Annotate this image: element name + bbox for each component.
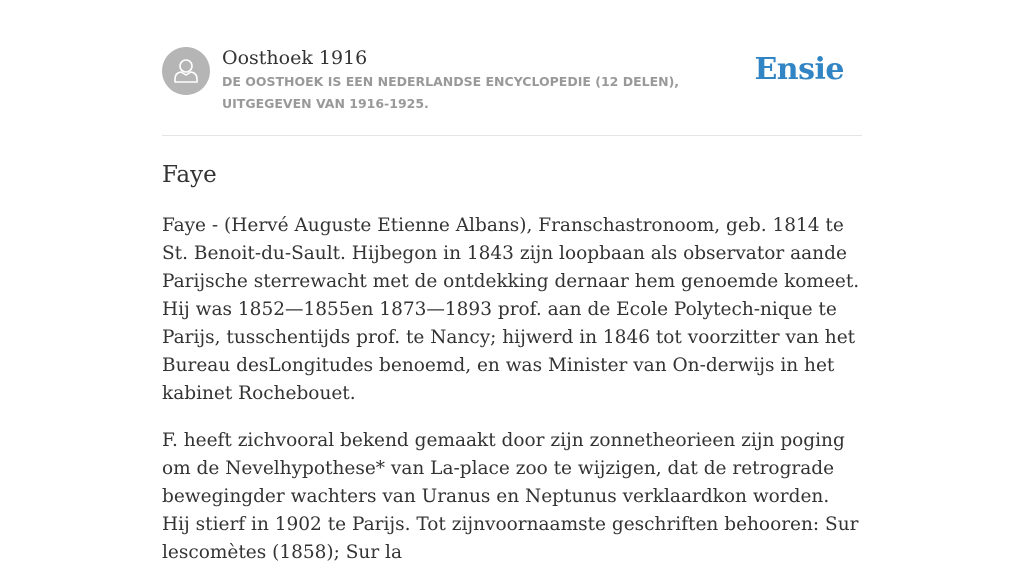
- source-title[interactable]: Oosthoek 1916: [222, 47, 368, 69]
- avatar[interactable]: [162, 47, 210, 95]
- source-info: [222, 45, 762, 115]
- user-icon: [162, 47, 210, 95]
- source-header: [162, 0, 862, 136]
- article-paragraph: F. heeft zichvooral bekend gemaakt door zijn zonnetheorieen zijn poging om de Nevelhypothese* van La-place zoo te wijzigen, dat de retrograde bewegingder wachters van Uranus en Neptunus verklaardkon worden. Hij stierf in 1902 te Parijs. Tot zijnvoornaamste geschriften behooren: Sur lescomètes (1858); Sur la: [162, 430, 859, 563]
- brand-logo[interactable]: Ensie: [754, 52, 844, 87]
- page-container: [162, 0, 862, 563]
- article-body: [162, 212, 862, 586]
- article-paragraph: Faye - (Hervé Auguste Etienne Albans), Franschastronoom, geb. 1814 te St. Benoit-du-Sault. Hijbegon in 1843 zijn loopbaan als observator aande Parijsche sterrewacht met de ontdekking dernaar hem genoemde komeet. Hij was 1852—1855en 1873—1893 prof. aan de Ecole Polytech-nique te Parijs, tusschentijds prof. te Nancy; hijwerd in 1846 tot voorzitter van het Bureau desLongitudes benoemd, en was Minister van On-derwijs in het kabinet Rochebouet.: [162, 215, 860, 404]
- article-title: Faye: [162, 162, 217, 188]
- source-description: DE OOSTHOEK IS EEN NEDERLANDSE ENCYCLOPEDIE (12 DELEN), UITGEGEVEN VAN 1916-1925.: [222, 74, 680, 111]
